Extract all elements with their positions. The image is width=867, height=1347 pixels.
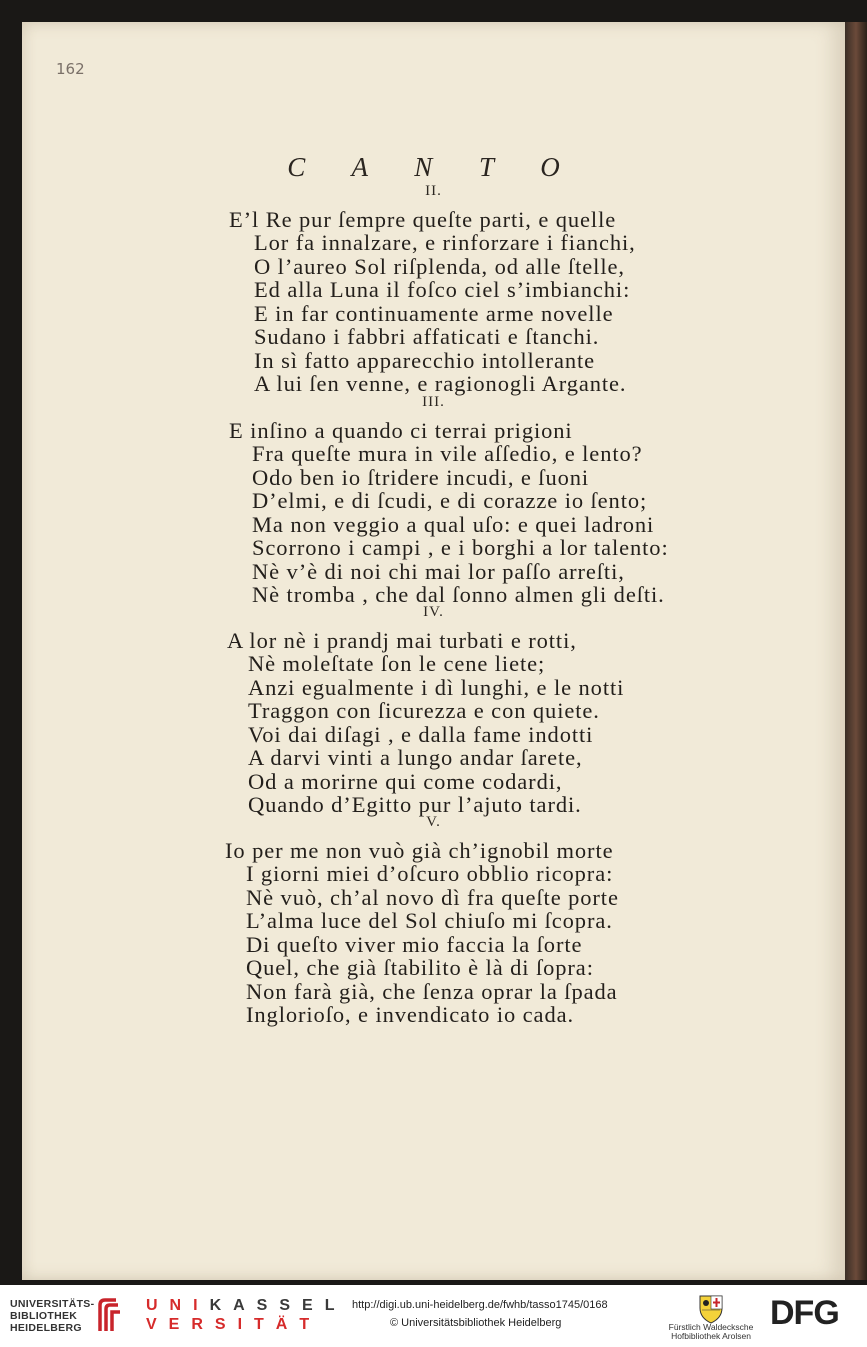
- verse-line: I giorni miei d’oſcuro obblio ricopra:: [246, 861, 614, 887]
- stanza-number: IV.: [423, 604, 444, 620]
- book-spine: [845, 22, 867, 1280]
- verse-line: O l’aureo Sol riſplenda, od alle ſtelle,: [254, 253, 625, 279]
- verse-line: Di queſto viver mio faccia la ſorte: [246, 931, 583, 957]
- page-number: 162: [56, 60, 85, 78]
- verse-line: Quando d’Egitto pur l’ajuto tardi.: [248, 792, 582, 818]
- verse-line: Ed alla Luna il foſco ciel s’imbianchi:: [254, 277, 631, 303]
- verse-line: Nè moleſtate ſon le cene liete;: [248, 651, 546, 677]
- verse-line: Nè v’è di noi chi mai lor paſſo arreſti,: [252, 558, 625, 584]
- verse-line: In sì fatto apparecchio intollerante: [254, 347, 596, 373]
- book-page: [22, 22, 845, 1280]
- verse-line: Quel, che già ſtabilito è là di ſopra:: [246, 955, 594, 981]
- verse-line: Od a morirne qui come codardi,: [248, 768, 563, 794]
- arolsen-library-text: Fürstlich Waldecksche Hofbibliothek Arolsen: [668, 1322, 754, 1341]
- verse-line: Sudano i fabbri affaticati e ſtanchi.: [254, 324, 600, 350]
- verse-line: A lui ſen venne, e ragionogli Argante.: [254, 371, 627, 397]
- permalink-url[interactable]: http://digi.ub.uni-heidelberg.de/fwhb/tasso1745/0168: [352, 1299, 608, 1311]
- verse-line: Nè tromba , che dal ſonno almen gli deſti.: [252, 582, 665, 608]
- verse-line: D’elmi, e di ſcudi, e di corazze io ſento;: [252, 488, 648, 514]
- uni-kassel-logo-line1: UNIKASSEL: [146, 1297, 347, 1314]
- stanza-number: II.: [425, 183, 442, 199]
- verse-line: E inſino a quando ci terrai prigioni: [229, 418, 573, 443]
- dfg-logo: DFG: [770, 1294, 839, 1332]
- ub-heidelberg-logo-text: UNIVERSITÄTS- BIBLIOTHEK HEIDELBERG: [10, 1298, 95, 1334]
- copyright-text: © Universitätsbibliothek Heidelberg: [390, 1317, 562, 1329]
- verse-line: Lor fa innalzare, e rinforzare i fianchi,: [254, 230, 636, 256]
- verse-line: Inglorioſo, e invendicato io cada.: [246, 1002, 574, 1028]
- verse-line: Anzi egualmente i dì lunghi, e le notti: [248, 674, 625, 700]
- footer-bar: [0, 1285, 867, 1347]
- verse-line: Scorrono i campi , e i borghi a lor talento:: [252, 535, 669, 561]
- ub-heidelberg-logo-icon: [96, 1297, 122, 1333]
- uni-kassel-logo-line2: VERSITÄT: [146, 1316, 322, 1333]
- verse-line: A darvi vinti a lungo andar ſarete,: [248, 745, 583, 771]
- verse-line: Non farà già, che ſenza oprar la ſpada: [246, 978, 618, 1004]
- verse-line: E’l Re pur ſempre queſte parti, e quelle: [229, 207, 617, 232]
- verse-line: Ma non veggio a qual uſo: e quei ladroni: [252, 511, 655, 537]
- stanza-number: III.: [422, 394, 445, 410]
- stanza-number: V.: [426, 814, 441, 830]
- verse-line: Odo ben io ſtridere incudi, e ſuoni: [252, 464, 590, 490]
- verse-line: Io per me non vuò già ch’ignobil morte: [225, 838, 614, 863]
- canto-heading: C A N T O: [287, 152, 580, 182]
- verse-line: Nè vuò, ch’al novo dì fra queſte porte: [246, 884, 619, 910]
- verse-line: Voi dai diſagi , e dalla fame indotti: [248, 721, 594, 747]
- verse-line: A lor nè i prandj mai turbati e rotti,: [227, 628, 577, 653]
- verse-line: L’alma luce del Sol chiuſo mi ſcopra.: [246, 908, 613, 934]
- verse-line: E in far continuamente arme novelle: [254, 300, 614, 326]
- verse-line: Traggon con ſicurezza e con quiete.: [248, 698, 600, 724]
- waldeck-crest-icon: [697, 1292, 725, 1324]
- verse-line: Fra queſte mura in vile aſſedio, e lento?: [252, 441, 643, 467]
